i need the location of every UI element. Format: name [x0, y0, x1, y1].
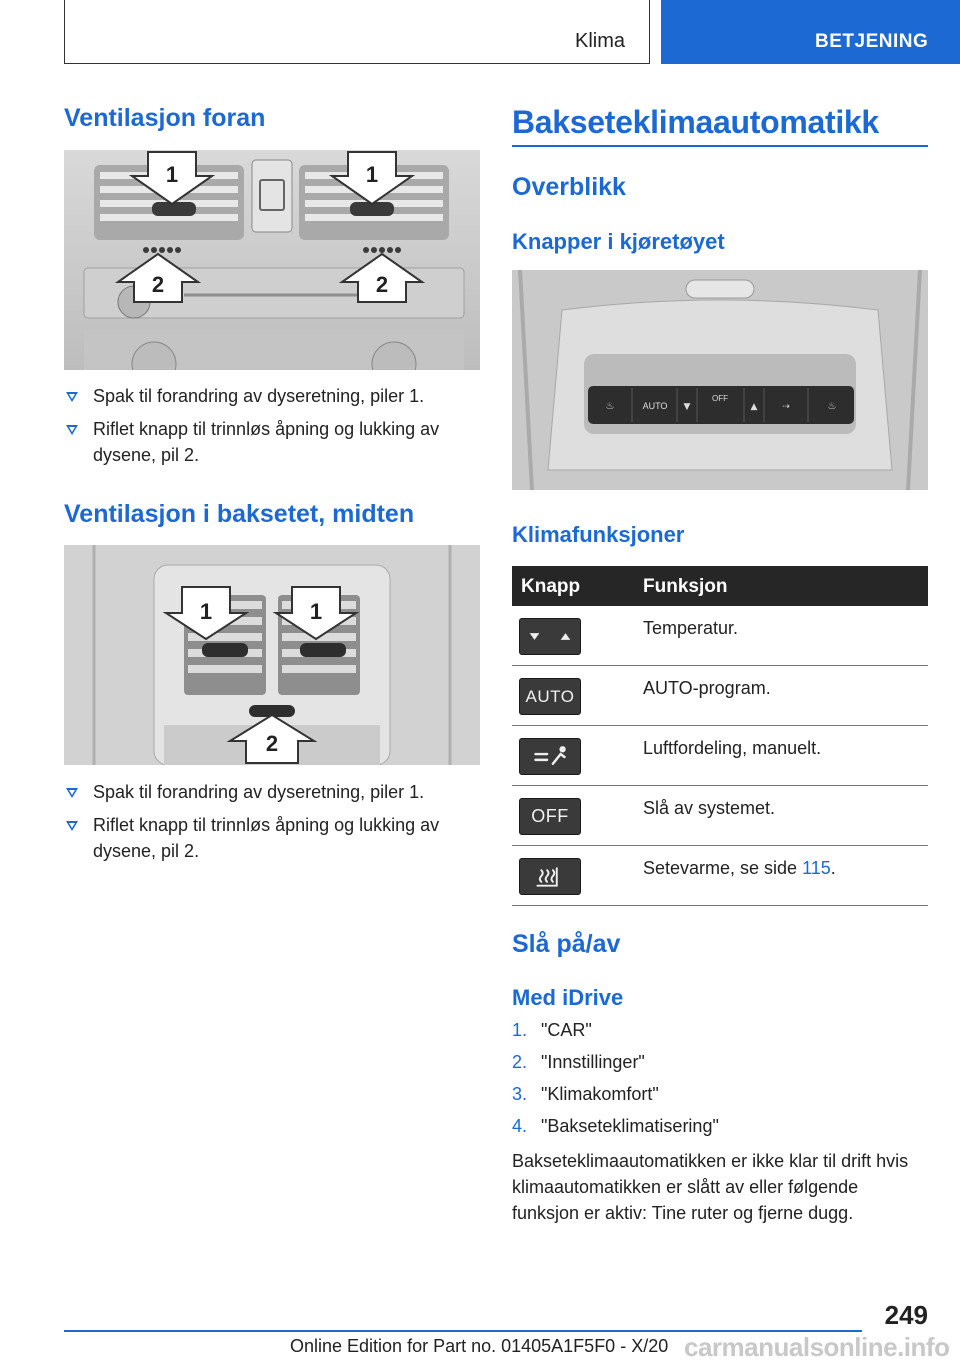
step-text: "Innstillinger" — [541, 1052, 645, 1072]
idrive-steps — [512, 1014, 928, 1142]
page-title: Bakseteklimaautomatikk — [512, 104, 879, 140]
table-row — [512, 606, 928, 666]
table-row — [512, 786, 928, 846]
list-item — [64, 383, 480, 409]
panel-auto-label: AUTO — [642, 401, 668, 411]
step-number: 4. — [512, 1116, 528, 1136]
svg-text:⇢: ⇢ — [782, 402, 790, 412]
rear-callout-1a: 1 — [199, 599, 213, 624]
front-vent-figure — [64, 150, 480, 370]
onoff-heading: Slå på/av — [512, 930, 621, 958]
auto-icon-label: AUTO — [525, 686, 575, 706]
header-chapter-title: BETJENING — [815, 31, 929, 52]
auto-icon — [519, 678, 581, 715]
note-paragraph: Bakseteklimaautomatikken er ikke klar til drift hvis klimaautomatikken er slått av eller følgende funksjon er aktiv: Tine ruter og fjerne dugg. — [512, 1151, 909, 1223]
svg-text:▼: ▼ — [683, 402, 691, 412]
off-icon-label: OFF — [531, 806, 569, 826]
rear-vent-list — [64, 779, 480, 871]
front-callout-2b: 2 — [375, 272, 389, 297]
footer-edition: Online Edition for Part no. 01405A1F5F0 - X/20 — [290, 1336, 669, 1356]
list-item — [512, 1046, 928, 1078]
idrive-heading: Med iDrive — [512, 985, 624, 1010]
step-text: "Klimakomfort" — [541, 1084, 659, 1104]
title-rule — [512, 145, 928, 147]
front-callout-1a: 1 — [165, 162, 179, 187]
seat-heating-icon — [519, 858, 581, 895]
svg-text:▲: ▲ — [750, 402, 758, 412]
rear-vent-heading: Ventilasjon i baksetet, midten — [64, 500, 415, 528]
page-link-115[interactable]: 115 — [802, 858, 831, 878]
seat-heating-text: Setevarme, se side — [643, 858, 803, 878]
triangle-bullet-icon — [66, 392, 78, 402]
front-vent-heading: Ventilasjon foran — [64, 104, 266, 132]
list-item — [512, 1014, 928, 1046]
overview-heading: Overblikk — [512, 173, 626, 201]
step-number: 1. — [512, 1020, 528, 1040]
step-text: "CAR" — [541, 1020, 592, 1040]
table-header — [512, 566, 928, 606]
list-item — [512, 1110, 928, 1142]
triangle-bullet-icon — [66, 821, 78, 831]
list-item — [64, 416, 480, 468]
list-item — [512, 1078, 928, 1110]
list-item-text: Spak til forandring av dyseretning, piler 1. — [93, 386, 425, 406]
table-cell-function: Temperatur. — [643, 618, 739, 638]
table-cell-function: AUTO-program. — [643, 678, 771, 698]
front-callout-1b: 1 — [365, 162, 379, 187]
off-icon — [519, 798, 581, 835]
svg-text:♨: ♨ — [605, 401, 615, 412]
header-section-box — [64, 0, 650, 64]
functions-table — [512, 566, 928, 906]
table-row — [512, 846, 928, 906]
header-section-title: Klima — [574, 30, 625, 52]
table-row — [512, 666, 928, 726]
table-row — [512, 726, 928, 786]
step-text: "Bakseteklimatisering" — [541, 1116, 719, 1136]
header-chapter-box — [661, 0, 960, 64]
step-number: 3. — [512, 1084, 528, 1104]
seat-heating-suffix: . — [830, 858, 836, 878]
list-item — [64, 779, 480, 805]
step-number: 2. — [512, 1052, 528, 1072]
table-cell-function: Slå av systemet. — [643, 798, 776, 818]
rear-vent-figure — [64, 545, 480, 765]
triangle-bullet-icon — [66, 788, 78, 798]
rear-callout-1b: 1 — [309, 599, 323, 624]
air-distribution-icon — [519, 738, 581, 775]
functions-heading: Klimafunksjoner — [512, 522, 685, 547]
buttons-heading: Knapper i kjøretøyet — [512, 229, 725, 254]
list-item — [64, 812, 480, 864]
front-callout-2a: 2 — [151, 272, 165, 297]
temperature-arrows-icon — [519, 618, 581, 655]
col-header-button: Knapp — [521, 576, 581, 597]
panel-off-label: OFF — [712, 394, 728, 403]
col-header-function: Funksjon — [643, 576, 728, 597]
rear-panel-figure — [512, 270, 928, 490]
list-item-text: Riflet knapp til trinnløs åpning og lukking av dysene, pil 2. — [93, 419, 440, 465]
triangle-bullet-icon — [66, 425, 78, 435]
list-item-text: Riflet knapp til trinnløs åpning og lukking av dysene, pil 2. — [93, 815, 440, 861]
list-item-text: Spak til forandring av dyseretning, piler 1. — [93, 782, 425, 802]
watermark-text: carmanualsonline.info — [684, 1332, 950, 1362]
page-number: 249 — [884, 1300, 928, 1330]
table-cell-function: Luftfordeling, manuelt. — [643, 738, 822, 758]
svg-text:♨: ♨ — [827, 401, 837, 412]
rear-callout-2: 2 — [265, 731, 279, 756]
table-cell-function — [643, 858, 836, 879]
front-vent-list — [64, 383, 480, 475]
